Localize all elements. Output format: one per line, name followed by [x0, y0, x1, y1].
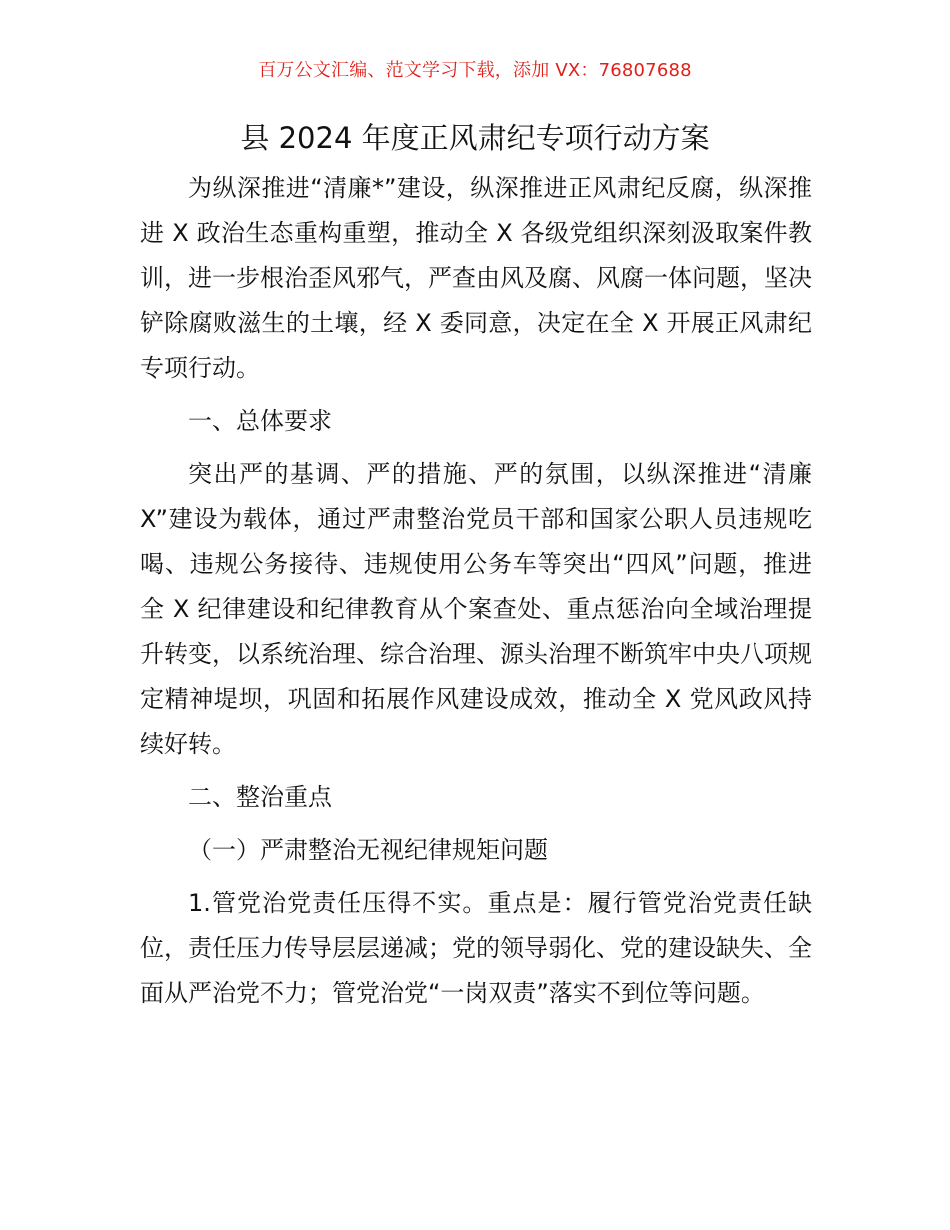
subsection-heading-1: （一）严肃整治无视纪律规矩问题 — [188, 836, 548, 864]
section-heading-key-points: 二、整治重点 — [188, 783, 332, 811]
intro-paragraph: 为纵深推进“清廉*”建设，纵深推进正风肃纪反腐，纵深推进 X 政治生态重构重塑，推动全 X 各级党组织深刻汲取案件教训，进一步根治歪风邪气，严查由风及腐、风腐一体问题，坚决铲除腐败滋生的土壤，经 X 委同意，决定在全 X 开展正风肃纪专项行动。 — [140, 174, 812, 382]
header-watermark-note: 百万公文汇编、范文学习下载，添加 VX：76807688 — [258, 60, 692, 81]
item-paragraph-1: 1.管党治党责任压得不实。重点是：履行管党治党责任缺位，责任压力传导层层递减；党的领导弱化、党的建设缺失、全面从严治党不力；管党治党“一岗双责”落实不到位等问题。 — [140, 889, 812, 1007]
document-title: 县 2024 年度正风肃纪专项行动方案 — [240, 121, 710, 155]
document-body — [140, 166, 812, 1016]
section-heading-general-requirements: 一、总体要求 — [188, 407, 332, 435]
general-requirements-paragraph: 突出严的基调、严的措施、严的氛围，以纵深推进“清廉 X”建设为载体，通过严肃整治党员干部和国家公职人员违规吃喝、违规公务接待、违规使用公务车等突出“四风”问题，推进全 X 纪律建设和纪律教育从个案查处、重点惩治向全域治理提升转变，以系统治理、综合治理、源头治理不断筑牢中央八项规定精神堤坝，巩固和拓展作风建设成效，推动全 X 党风政风持续好转。 — [140, 460, 812, 758]
